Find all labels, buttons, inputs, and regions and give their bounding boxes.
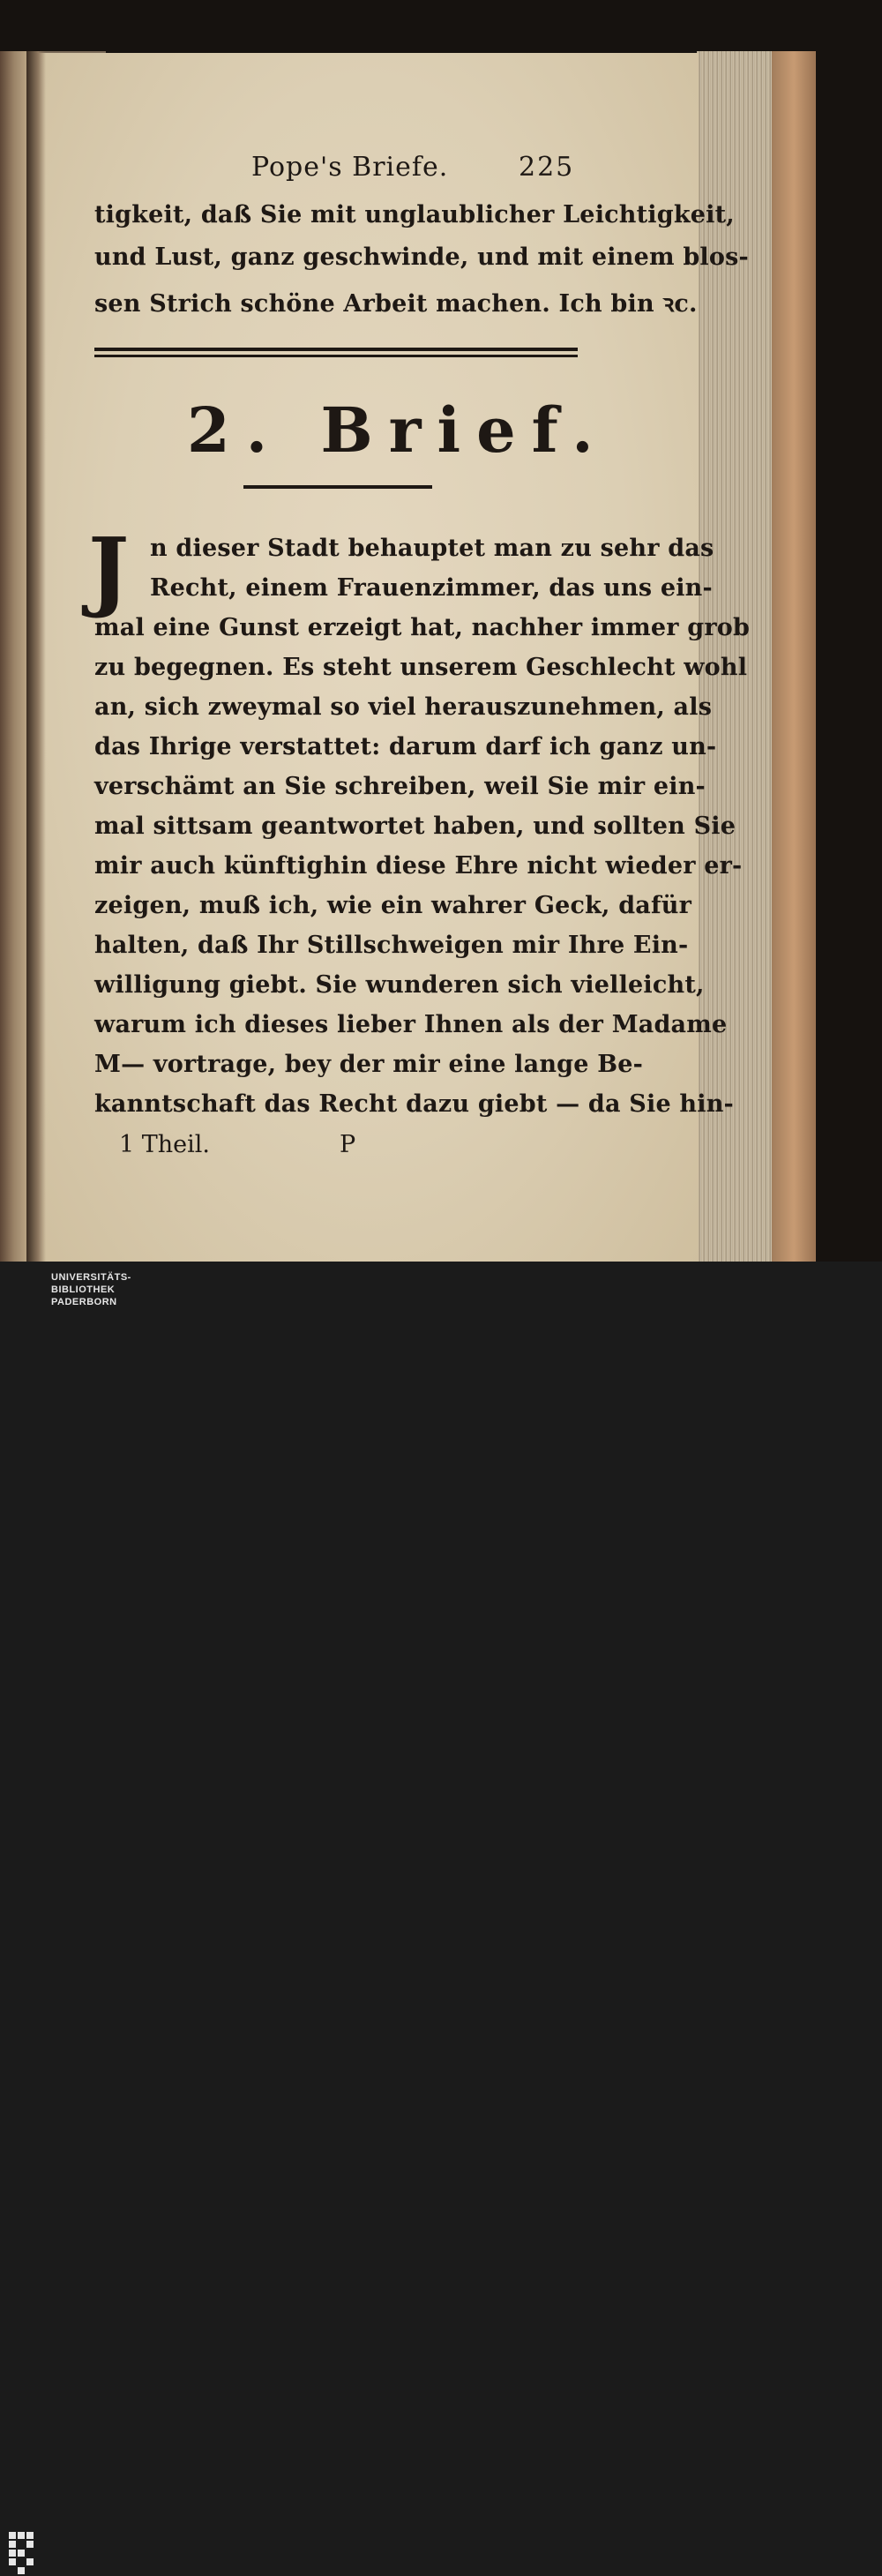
book-gutter (26, 51, 46, 1262)
text-line: sen Strich schöne Arbeit machen. Ich bin ꝛc. (94, 290, 698, 318)
text-line: und Lust, ganz geschwinde, und mit einem blos- (94, 243, 749, 271)
text-line: das Ihrige verstattet: darum darf ich ganz un- (94, 733, 717, 760)
section-rule-bottom (94, 355, 578, 357)
letter-title: 2. Brief. (187, 393, 609, 467)
library-name-line: BIBLIOTHEK (51, 1284, 116, 1295)
drop-cap: J (88, 520, 130, 621)
text-line: zeigen, muß ich, wie ein wahrer Geck, dafür (94, 892, 692, 919)
text-line: mal sittsam geantwortet haben, und sollten Sie (94, 812, 736, 840)
text-line: M— vortrage, bey der mir eine lange Be- (94, 1051, 644, 1078)
text-line: halten, daß Ihr Stillschweigen mir Ihre Ein- (94, 932, 689, 959)
text-line: mir auch künftighin diese Ehre nicht wieder er- (94, 852, 743, 880)
book-cover-edge (772, 51, 816, 1262)
text-line: kanntschaft das Recht dazu giebt — da Sie hin- (94, 1090, 734, 1118)
running-head: Pope's Briefe. (251, 152, 449, 183)
section-rule-top (94, 348, 578, 351)
library-logo-icon (9, 2532, 44, 2576)
text-line: an, sich zweymal so viel herauszunehmen, als (94, 693, 713, 721)
page-number: 225 (519, 152, 575, 183)
text-line: zu begegnen. Es steht unserem Geschlecht wohl (94, 654, 748, 681)
text-line: n dieser Stadt behauptet man zu sehr das (150, 535, 714, 562)
text-line: verschämt an Sie schreiben, weil Sie mir ein- (94, 773, 706, 800)
text-line: willigung giebt. Sie wunderen sich vielleicht, (94, 971, 705, 999)
library-footer (0, 1262, 882, 1323)
library-name-line: UNIVERSITÄTS- (51, 1272, 131, 1283)
text-line: Recht, einem Frauenzimmer, das uns ein- (150, 574, 713, 602)
library-name-line: PADERBORN (51, 1297, 117, 1307)
sheet-mark: P (340, 1131, 356, 1158)
text-line: warum ich dieses lieber Ihnen als der Madame (94, 1011, 728, 1038)
text-line: tigkeit, daß Sie mit unglaublicher Leichtigkeit, (94, 201, 735, 228)
scan-image (0, 0, 882, 1262)
title-underline (243, 485, 432, 489)
signature-mark: 1 Theil. (119, 1131, 210, 1158)
text-line: mal eine Gunst erzeigt hat, nachher immer grob (94, 614, 751, 641)
